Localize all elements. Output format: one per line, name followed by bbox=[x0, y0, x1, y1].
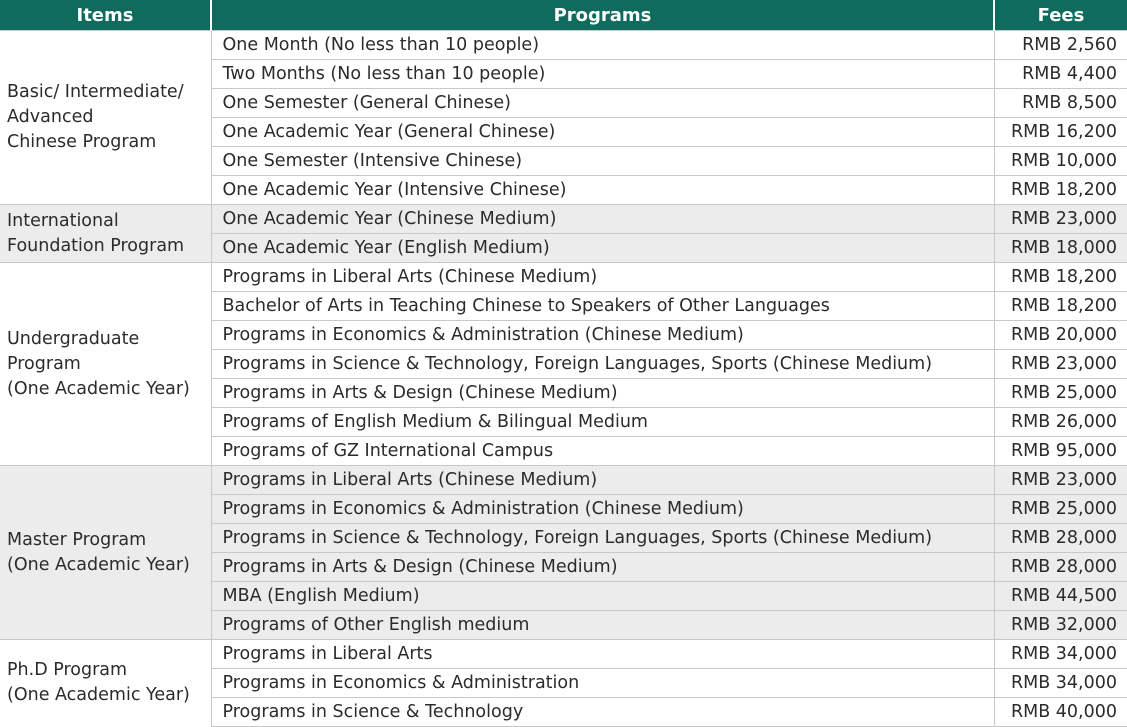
fee-cell: RMB 26,000 bbox=[994, 408, 1127, 437]
program-category-line: Ph.D Program bbox=[7, 660, 128, 681]
program-category-cell bbox=[0, 205, 211, 263]
table-row bbox=[0, 640, 1127, 669]
fee-cell: RMB 32,000 bbox=[994, 611, 1127, 640]
fee-cell: RMB 95,000 bbox=[994, 437, 1127, 466]
fee-cell: RMB 25,000 bbox=[994, 495, 1127, 524]
program-name-cell: Programs in Science & Technology, Foreign Languages, Sports (Chinese Medium) bbox=[211, 350, 994, 379]
program-name-cell: Programs in Liberal Arts (Chinese Medium) bbox=[211, 263, 994, 292]
fee-cell: RMB 28,000 bbox=[994, 553, 1127, 582]
program-name-cell: One Month (No less than 10 people) bbox=[211, 31, 994, 60]
program-name-cell: Programs in Economics & Administration bbox=[211, 669, 994, 698]
table-body bbox=[0, 31, 1127, 727]
header-row bbox=[0, 0, 1127, 31]
program-category-line: (One Academic Year) bbox=[7, 378, 190, 399]
fee-cell: RMB 34,000 bbox=[994, 640, 1127, 669]
program-category-line: Foundation Program bbox=[7, 235, 185, 256]
program-name-cell: One Academic Year (Intensive Chinese) bbox=[211, 176, 994, 205]
fee-cell: RMB 34,000 bbox=[994, 669, 1127, 698]
program-name-cell: One Academic Year (General Chinese) bbox=[211, 118, 994, 147]
fee-cell: RMB 23,000 bbox=[994, 205, 1127, 234]
program-name-cell: Bachelor of Arts in Teaching Chinese to Speakers of Other Languages bbox=[211, 292, 994, 321]
program-name-cell: Two Months (No less than 10 people) bbox=[211, 60, 994, 89]
program-name-cell: Programs in Arts & Design (Chinese Medium) bbox=[211, 553, 994, 582]
table-row bbox=[0, 466, 1127, 495]
program-name-cell: One Academic Year (Chinese Medium) bbox=[211, 205, 994, 234]
fee-cell: RMB 23,000 bbox=[994, 350, 1127, 379]
fee-cell: RMB 8,500 bbox=[994, 89, 1127, 118]
items-header: Items bbox=[0, 0, 211, 31]
program-name-cell: Programs in Science & Technology bbox=[211, 698, 994, 727]
program-category-line: Advanced bbox=[7, 107, 94, 127]
fee-cell: RMB 25,000 bbox=[994, 379, 1127, 408]
program-name-cell: Programs of GZ International Campus bbox=[211, 437, 994, 466]
program-name-cell: Programs in Arts & Design (Chinese Medium) bbox=[211, 379, 994, 408]
fee-cell: RMB 20,000 bbox=[994, 321, 1127, 350]
program-category-line: International bbox=[7, 210, 119, 231]
fee-cell: RMB 16,200 bbox=[994, 118, 1127, 147]
program-category-cell bbox=[0, 466, 211, 640]
program-name-cell: Programs of Other English medium bbox=[211, 611, 994, 640]
program-category-line: (One Academic Year) bbox=[7, 685, 190, 706]
programs-header: Programs bbox=[211, 0, 994, 31]
fee-cell: RMB 18,200 bbox=[994, 292, 1127, 321]
program-name-cell: Programs in Economics & Administration (Chinese Medium) bbox=[211, 495, 994, 524]
program-category-line: Chinese Program bbox=[7, 132, 157, 152]
fee-cell: RMB 18,200 bbox=[994, 263, 1127, 292]
fee-cell: RMB 28,000 bbox=[994, 524, 1127, 553]
fee-cell: RMB 18,000 bbox=[994, 234, 1127, 263]
program-category-cell bbox=[0, 640, 211, 727]
program-category-line: Undergraduate bbox=[7, 328, 140, 349]
program-name-cell: Programs in Liberal Arts (Chinese Medium) bbox=[211, 466, 994, 495]
program-name-cell: Programs in Science & Technology, Foreign Languages, Sports (Chinese Medium) bbox=[211, 524, 994, 553]
table-row bbox=[0, 31, 1127, 60]
program-name-cell: Programs of English Medium & Bilingual Medium bbox=[211, 408, 994, 437]
table-row bbox=[0, 263, 1127, 292]
fee-cell: RMB 4,400 bbox=[994, 60, 1127, 89]
program-name-cell: One Semester (General Chinese) bbox=[211, 89, 994, 118]
program-name-cell: MBA (English Medium) bbox=[211, 582, 994, 611]
fee-cell: RMB 2,560 bbox=[994, 31, 1127, 60]
program-name-cell: Programs in Liberal Arts bbox=[211, 640, 994, 669]
program-category-line: Master Program bbox=[7, 529, 147, 550]
fee-cell: RMB 40,000 bbox=[994, 698, 1127, 727]
program-category-line: Basic/ Intermediate/ bbox=[7, 82, 184, 102]
fees-header: Fees bbox=[994, 0, 1127, 31]
program-category-cell bbox=[0, 263, 211, 466]
program-category-line: Program bbox=[7, 353, 81, 374]
fee-cell: RMB 18,200 bbox=[994, 176, 1127, 205]
fee-cell: RMB 10,000 bbox=[994, 147, 1127, 176]
program-name-cell: One Academic Year (English Medium) bbox=[211, 234, 994, 263]
fee-cell: RMB 44,500 bbox=[994, 582, 1127, 611]
fee-cell: RMB 23,000 bbox=[994, 466, 1127, 495]
program-name-cell: One Semester (Intensive Chinese) bbox=[211, 147, 994, 176]
program-name-cell: Programs in Economics & Administration (Chinese Medium) bbox=[211, 321, 994, 350]
program-category-line: (One Academic Year) bbox=[7, 554, 190, 575]
program-category-cell bbox=[0, 31, 211, 205]
table-row bbox=[0, 205, 1127, 234]
